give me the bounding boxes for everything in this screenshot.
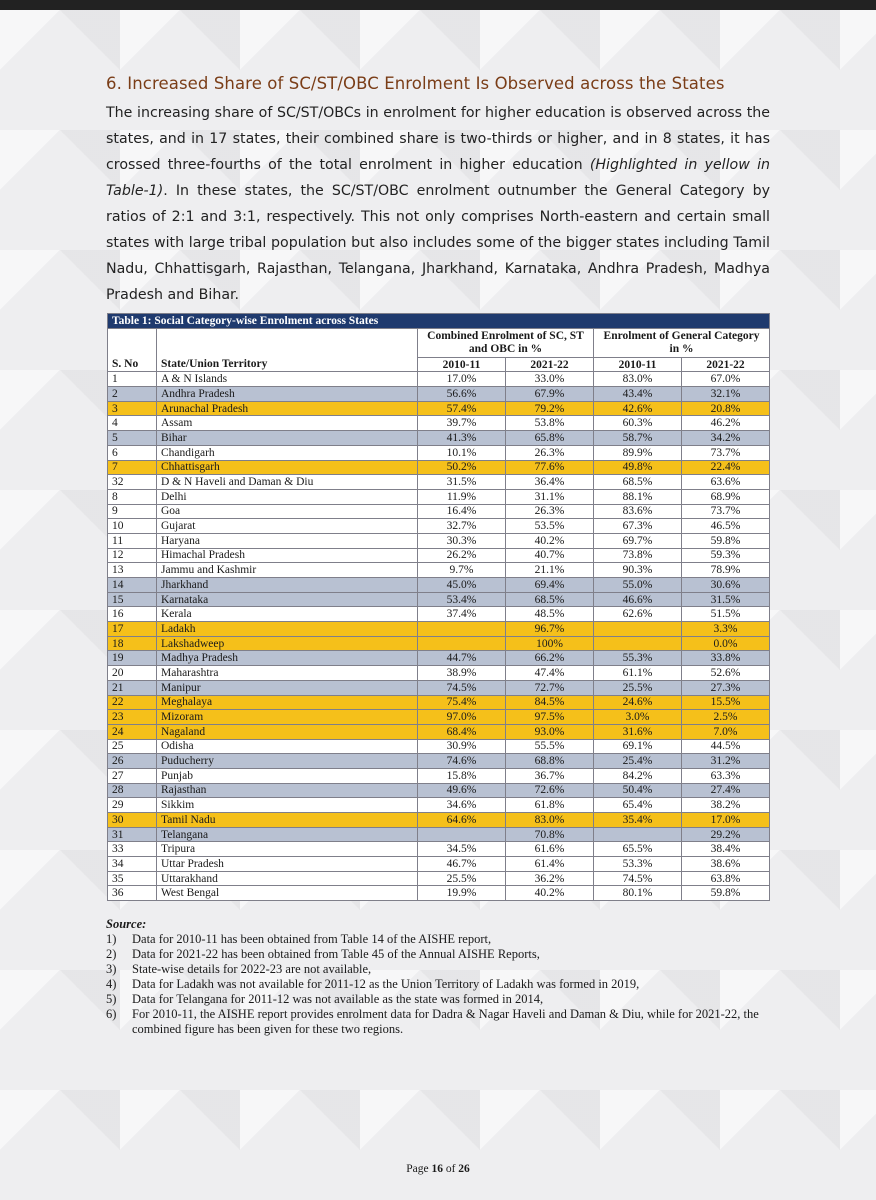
table-row bbox=[108, 592, 770, 607]
table-row bbox=[108, 754, 770, 769]
cell-sc-2021: 36.2% bbox=[506, 871, 594, 886]
cell-gen-2010: 62.6% bbox=[594, 607, 682, 622]
table-row bbox=[108, 680, 770, 695]
cell-sno: 10 bbox=[108, 519, 157, 534]
cell-sno: 17 bbox=[108, 622, 157, 637]
cell-sno: 29 bbox=[108, 798, 157, 813]
cell-sc-2021: 77.6% bbox=[506, 460, 594, 475]
cell-sc-2010: 75.4% bbox=[418, 695, 506, 710]
cell-state: Puducherry bbox=[157, 754, 418, 769]
cell-sc-2010: 45.0% bbox=[418, 578, 506, 593]
cell-sc-2010: 16.4% bbox=[418, 504, 506, 519]
cell-sno: 13 bbox=[108, 563, 157, 578]
cell-sc-2010: 57.4% bbox=[418, 401, 506, 416]
table-row bbox=[108, 798, 770, 813]
cell-state: Odisha bbox=[157, 739, 418, 754]
cell-sno: 8 bbox=[108, 489, 157, 504]
source-item-text: For 2010-11, the AISHE report provides enrolment data for Dadra & Nagar Haveli and Daman & Diu, while for 2021-22, the combined figure has been given for these two regions. bbox=[132, 1007, 759, 1036]
cell-gen-2021: 59.3% bbox=[682, 548, 770, 563]
cell-gen-2021: 63.8% bbox=[682, 871, 770, 886]
cell-sc-2010: 39.7% bbox=[418, 416, 506, 431]
cell-gen-2010: 25.4% bbox=[594, 754, 682, 769]
cell-sno: 1 bbox=[108, 372, 157, 387]
cell-state: Karnataka bbox=[157, 592, 418, 607]
cell-gen-2021: 73.7% bbox=[682, 504, 770, 519]
page-number: 16 bbox=[431, 1163, 443, 1175]
cell-sc-2010: 32.7% bbox=[418, 519, 506, 534]
table-row bbox=[108, 607, 770, 622]
cell-gen-2010: 65.4% bbox=[594, 798, 682, 813]
cell-state: Meghalaya bbox=[157, 695, 418, 710]
cell-sc-2010: 34.5% bbox=[418, 842, 506, 857]
cell-sc-2021: 70.8% bbox=[506, 827, 594, 842]
cell-sc-2021: 83.0% bbox=[506, 813, 594, 828]
table-row bbox=[108, 431, 770, 446]
cell-state: Kerala bbox=[157, 607, 418, 622]
cell-sc-2021: 65.8% bbox=[506, 431, 594, 446]
cell-gen-2010: 25.5% bbox=[594, 680, 682, 695]
table-row bbox=[108, 416, 770, 431]
cell-gen-2021: 27.4% bbox=[682, 783, 770, 798]
table-row bbox=[108, 813, 770, 828]
table-row bbox=[108, 401, 770, 416]
cell-sno: 27 bbox=[108, 768, 157, 783]
cell-state: Punjab bbox=[157, 768, 418, 783]
table-body bbox=[108, 372, 770, 901]
cell-gen-2021: 34.2% bbox=[682, 431, 770, 446]
cell-sno: 35 bbox=[108, 871, 157, 886]
col-header-2010-a: 2010-11 bbox=[418, 357, 506, 372]
cell-gen-2010 bbox=[594, 622, 682, 637]
cell-state: Goa bbox=[157, 504, 418, 519]
cell-sc-2021: 53.8% bbox=[506, 416, 594, 431]
cell-state: Jammu and Kashmir bbox=[157, 563, 418, 578]
cell-sc-2010: 74.6% bbox=[418, 754, 506, 769]
cell-sc-2010: 30.9% bbox=[418, 739, 506, 754]
cell-gen-2021: 38.4% bbox=[682, 842, 770, 857]
cell-sc-2021: 72.6% bbox=[506, 783, 594, 798]
cell-gen-2021: 2.5% bbox=[682, 710, 770, 725]
cell-state: Chhattisgarh bbox=[157, 460, 418, 475]
cell-gen-2010: 35.4% bbox=[594, 813, 682, 828]
body-paragraph bbox=[106, 100, 770, 308]
cell-gen-2021: 78.9% bbox=[682, 563, 770, 578]
cell-gen-2010: 74.5% bbox=[594, 871, 682, 886]
cell-sc-2021: 21.1% bbox=[506, 563, 594, 578]
cell-state: A & N Islands bbox=[157, 372, 418, 387]
cell-sc-2021: 61.8% bbox=[506, 798, 594, 813]
cell-sno: 2 bbox=[108, 387, 157, 402]
source-item-text: Data for Ladakh was not available for 2011-12 as the Union Territory of Ladakh was formed in 2019, bbox=[132, 977, 640, 991]
cell-state: Mizoram bbox=[157, 710, 418, 725]
cell-gen-2021: 38.2% bbox=[682, 798, 770, 813]
cell-state: Telangana bbox=[157, 827, 418, 842]
cell-state: Sikkim bbox=[157, 798, 418, 813]
cell-gen-2010: 46.6% bbox=[594, 592, 682, 607]
cell-gen-2010: 88.1% bbox=[594, 489, 682, 504]
table-row bbox=[108, 827, 770, 842]
source-item bbox=[106, 977, 786, 992]
source-title: Source: bbox=[106, 917, 147, 931]
cell-sc-2021: 84.5% bbox=[506, 695, 594, 710]
cell-gen-2010: 53.3% bbox=[594, 857, 682, 872]
source-item bbox=[106, 947, 786, 962]
cell-gen-2010: 68.5% bbox=[594, 475, 682, 490]
cell-gen-2021: 30.6% bbox=[682, 578, 770, 593]
cell-sno: 3 bbox=[108, 401, 157, 416]
cell-sno: 20 bbox=[108, 666, 157, 681]
cell-sc-2010 bbox=[418, 622, 506, 637]
source-item bbox=[106, 932, 786, 947]
cell-sc-2021: 93.0% bbox=[506, 724, 594, 739]
cell-state: Rajasthan bbox=[157, 783, 418, 798]
cell-gen-2021: 33.8% bbox=[682, 651, 770, 666]
cell-sc-2010: 15.8% bbox=[418, 768, 506, 783]
cell-sc-2010: 68.4% bbox=[418, 724, 506, 739]
cell-sc-2010: 44.7% bbox=[418, 651, 506, 666]
table-row bbox=[108, 622, 770, 637]
cell-sno: 18 bbox=[108, 636, 157, 651]
cell-sc-2021: 68.5% bbox=[506, 592, 594, 607]
cell-gen-2021: 20.8% bbox=[682, 401, 770, 416]
cell-sno: 7 bbox=[108, 460, 157, 475]
cell-state: Gujarat bbox=[157, 519, 418, 534]
cell-sno: 31 bbox=[108, 827, 157, 842]
table-row bbox=[108, 504, 770, 519]
cell-sc-2021: 36.4% bbox=[506, 475, 594, 490]
cell-sc-2021: 53.5% bbox=[506, 519, 594, 534]
cell-sno: 9 bbox=[108, 504, 157, 519]
table-row bbox=[108, 886, 770, 901]
source-item-number: 3) bbox=[106, 962, 117, 976]
cell-gen-2021: 17.0% bbox=[682, 813, 770, 828]
col-header-2010-b: 2010-11 bbox=[594, 357, 682, 372]
cell-sc-2010: 74.5% bbox=[418, 680, 506, 695]
cell-state: Bihar bbox=[157, 431, 418, 446]
cell-gen-2021: 32.1% bbox=[682, 387, 770, 402]
cell-sno: 15 bbox=[108, 592, 157, 607]
cell-sno: 4 bbox=[108, 416, 157, 431]
source-item-number: 5) bbox=[106, 992, 117, 1006]
cell-gen-2010: 73.8% bbox=[594, 548, 682, 563]
table-row bbox=[108, 857, 770, 872]
cell-state: Madhya Pradesh bbox=[157, 651, 418, 666]
cell-sno: 36 bbox=[108, 886, 157, 901]
cell-gen-2010: 43.4% bbox=[594, 387, 682, 402]
cell-sno: 11 bbox=[108, 533, 157, 548]
cell-gen-2021: 3.3% bbox=[682, 622, 770, 637]
cell-sno: 23 bbox=[108, 710, 157, 725]
col-header-2021-b: 2021-22 bbox=[682, 357, 770, 372]
cell-sno: 16 bbox=[108, 607, 157, 622]
cell-state: Nagaland bbox=[157, 724, 418, 739]
cell-gen-2010: 61.1% bbox=[594, 666, 682, 681]
cell-gen-2021: 59.8% bbox=[682, 886, 770, 901]
cell-sno: 24 bbox=[108, 724, 157, 739]
cell-sc-2021: 36.7% bbox=[506, 768, 594, 783]
cell-gen-2010: 69.7% bbox=[594, 533, 682, 548]
cell-gen-2010: 89.9% bbox=[594, 445, 682, 460]
col-header-state: State/Union Territory bbox=[157, 357, 418, 372]
source-item-number: 1) bbox=[106, 932, 117, 946]
cell-sc-2021: 31.1% bbox=[506, 489, 594, 504]
cell-state: Arunachal Pradesh bbox=[157, 401, 418, 416]
cell-gen-2021: 46.2% bbox=[682, 416, 770, 431]
cell-sno: 34 bbox=[108, 857, 157, 872]
cell-sno: 21 bbox=[108, 680, 157, 695]
cell-gen-2021: 67.0% bbox=[682, 372, 770, 387]
table-row bbox=[108, 739, 770, 754]
group-header-scstobc: Combined Enrolment of SC, ST and OBC in % bbox=[418, 328, 594, 357]
source-list bbox=[106, 932, 786, 1037]
cell-sc-2010: 9.7% bbox=[418, 563, 506, 578]
cell-sc-2021: 55.5% bbox=[506, 739, 594, 754]
cell-gen-2010 bbox=[594, 827, 682, 842]
source-item-text: Data for 2010-11 has been obtained from Table 14 of the AISHE report, bbox=[132, 932, 492, 946]
cell-sc-2010 bbox=[418, 827, 506, 842]
cell-sc-2021: 66.2% bbox=[506, 651, 594, 666]
cell-sc-2021: 26.3% bbox=[506, 504, 594, 519]
cell-sno: 14 bbox=[108, 578, 157, 593]
cell-state: Tamil Nadu bbox=[157, 813, 418, 828]
cell-gen-2010: 49.8% bbox=[594, 460, 682, 475]
table-row bbox=[108, 387, 770, 402]
cell-state: Chandigarh bbox=[157, 445, 418, 460]
cell-sc-2010: 97.0% bbox=[418, 710, 506, 725]
cell-sc-2021: 47.4% bbox=[506, 666, 594, 681]
cell-gen-2021: 63.6% bbox=[682, 475, 770, 490]
cell-sno: 32 bbox=[108, 475, 157, 490]
cell-state: Assam bbox=[157, 416, 418, 431]
cell-state: Jharkhand bbox=[157, 578, 418, 593]
cell-sc-2010: 41.3% bbox=[418, 431, 506, 446]
cell-gen-2010: 83.0% bbox=[594, 372, 682, 387]
cell-state: Uttarakhand bbox=[157, 871, 418, 886]
table-row bbox=[108, 548, 770, 563]
table-row bbox=[108, 871, 770, 886]
cell-state: Ladakh bbox=[157, 622, 418, 637]
cell-sno: 25 bbox=[108, 739, 157, 754]
table-row bbox=[108, 724, 770, 739]
cell-sc-2021: 26.3% bbox=[506, 445, 594, 460]
table-row bbox=[108, 445, 770, 460]
cell-sc-2021: 48.5% bbox=[506, 607, 594, 622]
paragraph-text-1: The increasing share of SC/ST/OBCs in enrolment for higher education is observed across the states, and in 17 states, their combined share is two-thirds or higher, and in 8 states, it has crossed three-fourths of the total enrolment in higher education bbox=[106, 105, 770, 173]
cell-gen-2021: 68.9% bbox=[682, 489, 770, 504]
source-notes bbox=[106, 917, 786, 1037]
cell-state: Tripura bbox=[157, 842, 418, 857]
source-item bbox=[106, 962, 786, 977]
cell-gen-2010: 90.3% bbox=[594, 563, 682, 578]
table-row bbox=[108, 489, 770, 504]
table-row bbox=[108, 636, 770, 651]
page-total: 26 bbox=[458, 1163, 470, 1175]
cell-sc-2010 bbox=[418, 636, 506, 651]
group-header-general: Enrolment of General Category in % bbox=[594, 328, 770, 357]
table-row bbox=[108, 710, 770, 725]
cell-sno: 26 bbox=[108, 754, 157, 769]
cell-gen-2010: 60.3% bbox=[594, 416, 682, 431]
cell-gen-2021: 29.2% bbox=[682, 827, 770, 842]
cell-gen-2021: 51.5% bbox=[682, 607, 770, 622]
cell-gen-2021: 7.0% bbox=[682, 724, 770, 739]
cell-sc-2010: 11.9% bbox=[418, 489, 506, 504]
cell-sc-2010: 53.4% bbox=[418, 592, 506, 607]
cell-sc-2010: 25.5% bbox=[418, 871, 506, 886]
cell-gen-2010: 24.6% bbox=[594, 695, 682, 710]
cell-sno: 33 bbox=[108, 842, 157, 857]
cell-state: Himachal Pradesh bbox=[157, 548, 418, 563]
cell-sno: 19 bbox=[108, 651, 157, 666]
cell-gen-2021: 38.6% bbox=[682, 857, 770, 872]
cell-sc-2021: 61.4% bbox=[506, 857, 594, 872]
cell-gen-2021: 31.2% bbox=[682, 754, 770, 769]
cell-sno: 6 bbox=[108, 445, 157, 460]
col-header-sno: S. No bbox=[108, 357, 157, 372]
top-bar bbox=[0, 0, 876, 10]
cell-gen-2021: 59.8% bbox=[682, 533, 770, 548]
cell-gen-2021: 46.5% bbox=[682, 519, 770, 534]
cell-sc-2021: 79.2% bbox=[506, 401, 594, 416]
table-row bbox=[108, 768, 770, 783]
cell-state: Andhra Pradesh bbox=[157, 387, 418, 402]
cell-gen-2010 bbox=[594, 636, 682, 651]
cell-sc-2021: 68.8% bbox=[506, 754, 594, 769]
cell-state: West Bengal bbox=[157, 886, 418, 901]
cell-gen-2010: 67.3% bbox=[594, 519, 682, 534]
source-item-number: 2) bbox=[106, 947, 117, 961]
cell-state: Maharashtra bbox=[157, 666, 418, 681]
cell-sno: 28 bbox=[108, 783, 157, 798]
cell-sc-2021: 40.7% bbox=[506, 548, 594, 563]
cell-gen-2021: 73.7% bbox=[682, 445, 770, 460]
table-row bbox=[108, 578, 770, 593]
source-item-text: State-wise details for 2022-23 are not available, bbox=[132, 962, 372, 976]
cell-gen-2021: 31.5% bbox=[682, 592, 770, 607]
col-header-2021-a: 2021-22 bbox=[506, 357, 594, 372]
source-item bbox=[106, 1007, 786, 1037]
cell-gen-2010: 42.6% bbox=[594, 401, 682, 416]
table-row bbox=[108, 651, 770, 666]
cell-sc-2010: 34.6% bbox=[418, 798, 506, 813]
paragraph-italic: (Highlighted in yellow in Table-1) bbox=[106, 157, 770, 199]
source-item-text: Data for 2021-22 has been obtained from Table 45 of the Annual AISHE Reports, bbox=[132, 947, 540, 961]
cell-gen-2021: 52.6% bbox=[682, 666, 770, 681]
cell-gen-2010: 83.6% bbox=[594, 504, 682, 519]
cell-sc-2010: 50.2% bbox=[418, 460, 506, 475]
cell-sc-2021: 40.2% bbox=[506, 533, 594, 548]
cell-sc-2021: 61.6% bbox=[506, 842, 594, 857]
cell-gen-2010: 50.4% bbox=[594, 783, 682, 798]
cell-sc-2021: 33.0% bbox=[506, 372, 594, 387]
table-row bbox=[108, 783, 770, 798]
cell-gen-2021: 15.5% bbox=[682, 695, 770, 710]
cell-gen-2021: 22.4% bbox=[682, 460, 770, 475]
table-caption: Table 1: Social Category-wise Enrolment across States bbox=[108, 314, 770, 329]
cell-state: Manipur bbox=[157, 680, 418, 695]
enrolment-table bbox=[107, 313, 770, 901]
source-item-number: 4) bbox=[106, 977, 117, 991]
cell-sc-2021: 67.9% bbox=[506, 387, 594, 402]
cell-sc-2021: 40.2% bbox=[506, 886, 594, 901]
table-row bbox=[108, 563, 770, 578]
cell-sc-2010: 56.6% bbox=[418, 387, 506, 402]
table-row bbox=[108, 695, 770, 710]
table-row bbox=[108, 460, 770, 475]
cell-gen-2021: 44.5% bbox=[682, 739, 770, 754]
cell-gen-2010: 65.5% bbox=[594, 842, 682, 857]
cell-sc-2010: 38.9% bbox=[418, 666, 506, 681]
cell-gen-2010: 69.1% bbox=[594, 739, 682, 754]
cell-sc-2021: 100% bbox=[506, 636, 594, 651]
cell-sc-2010: 46.7% bbox=[418, 857, 506, 872]
cell-gen-2021: 0.0% bbox=[682, 636, 770, 651]
cell-state: Uttar Pradesh bbox=[157, 857, 418, 872]
cell-state: Delhi bbox=[157, 489, 418, 504]
table-row bbox=[108, 372, 770, 387]
table-row bbox=[108, 519, 770, 534]
table-row bbox=[108, 475, 770, 490]
cell-sno: 5 bbox=[108, 431, 157, 446]
cell-gen-2021: 63.3% bbox=[682, 768, 770, 783]
table-row bbox=[108, 533, 770, 548]
cell-sno: 30 bbox=[108, 813, 157, 828]
cell-gen-2021: 27.3% bbox=[682, 680, 770, 695]
cell-sc-2010: 31.5% bbox=[418, 475, 506, 490]
cell-sc-2010: 26.2% bbox=[418, 548, 506, 563]
cell-gen-2010: 55.3% bbox=[594, 651, 682, 666]
cell-sc-2010: 64.6% bbox=[418, 813, 506, 828]
cell-state: Lakshadweep bbox=[157, 636, 418, 651]
cell-gen-2010: 58.7% bbox=[594, 431, 682, 446]
source-item-number: 6) bbox=[106, 1007, 117, 1021]
page-footer: Page 16 of 26 bbox=[406, 1163, 470, 1175]
cell-gen-2010: 84.2% bbox=[594, 768, 682, 783]
cell-sc-2021: 97.5% bbox=[506, 710, 594, 725]
source-item-text: Data for Telangana for 2011-12 was not available as the state was formed in 2014, bbox=[132, 992, 544, 1006]
cell-gen-2010: 31.6% bbox=[594, 724, 682, 739]
paragraph-text-2: . In these states, the SC/ST/OBC enrolment outnumber the General Category by ratios of 2:1 and 3:1, respectively. This not only comprises North-eastern and certain small states with large tribal population but also includes some of the bigger states including Tamil Nadu, Chhattisgarh, Rajasthan, Telangana, Jharkhand, Karnataka, Andhra Pradesh, Madhya Pradesh and Bihar. bbox=[106, 183, 770, 303]
source-item bbox=[106, 992, 786, 1007]
cell-sc-2010: 30.3% bbox=[418, 533, 506, 548]
cell-state: Haryana bbox=[157, 533, 418, 548]
cell-state: D & N Haveli and Daman & Diu bbox=[157, 475, 418, 490]
cell-sc-2021: 72.7% bbox=[506, 680, 594, 695]
cell-sc-2010: 10.1% bbox=[418, 445, 506, 460]
cell-sno: 12 bbox=[108, 548, 157, 563]
cell-gen-2010: 55.0% bbox=[594, 578, 682, 593]
cell-gen-2010: 3.0% bbox=[594, 710, 682, 725]
cell-sc-2010: 17.0% bbox=[418, 372, 506, 387]
cell-sc-2021: 69.4% bbox=[506, 578, 594, 593]
table-row bbox=[108, 666, 770, 681]
cell-sc-2010: 37.4% bbox=[418, 607, 506, 622]
cell-sc-2010: 19.9% bbox=[418, 886, 506, 901]
cell-sno: 22 bbox=[108, 695, 157, 710]
cell-sc-2010: 49.6% bbox=[418, 783, 506, 798]
cell-gen-2010: 80.1% bbox=[594, 886, 682, 901]
cell-sc-2021: 96.7% bbox=[506, 622, 594, 637]
table-row bbox=[108, 842, 770, 857]
section-heading: 6. Increased Share of SC/ST/OBC Enrolment Is Observed across the States bbox=[106, 74, 725, 93]
